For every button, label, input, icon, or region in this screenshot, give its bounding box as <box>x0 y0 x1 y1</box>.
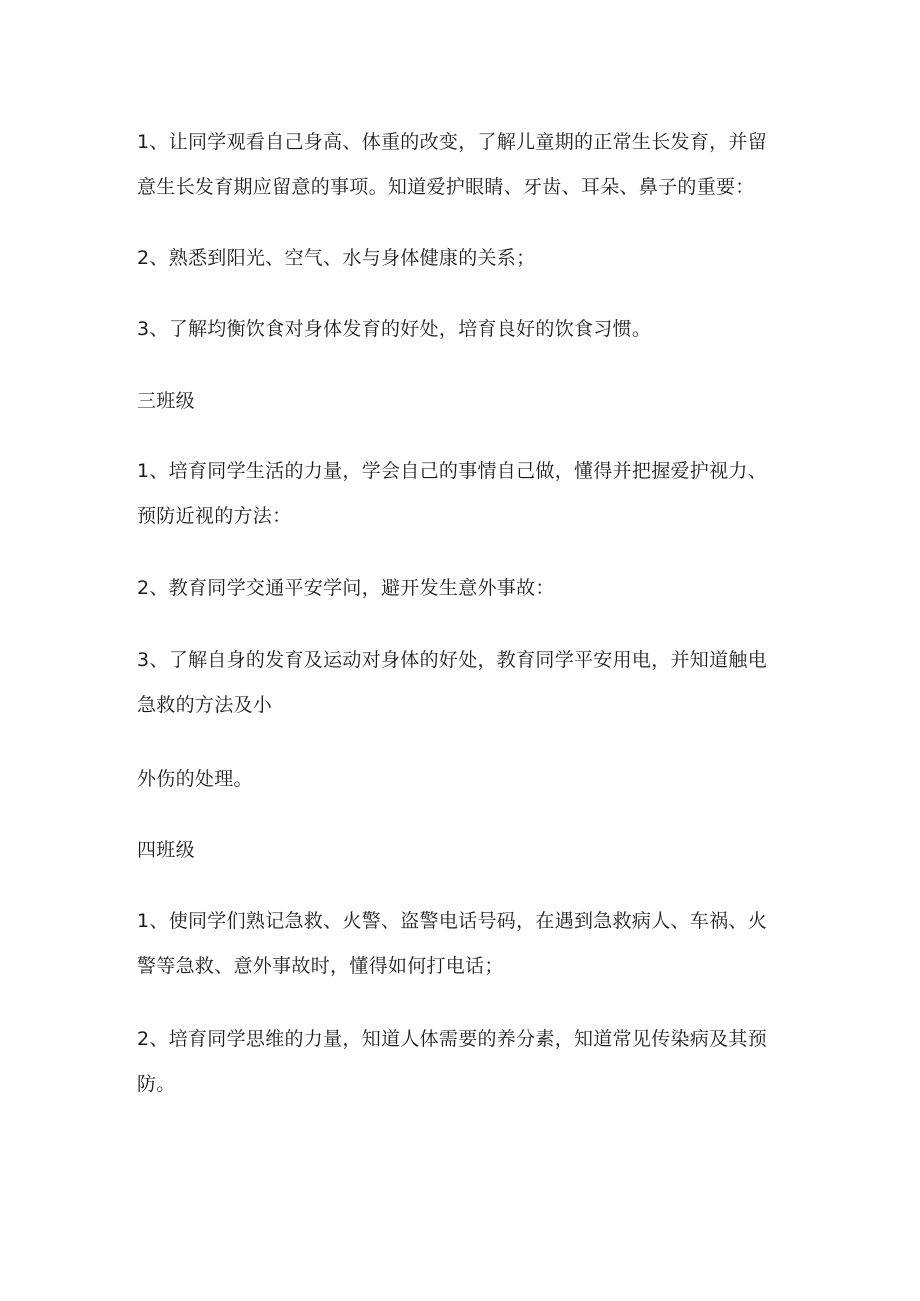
text-line: 3、了解自身的发育及运动对身体的好处，教育同学平安用电，并知道触电 <box>137 649 767 671</box>
text-line: 1、让同学观看自己身高、体重的改变，了解儿童期的正常生长发育，并留 <box>137 131 767 153</box>
paragraph-grade2-item2 <box>137 236 787 281</box>
paragraph-grade4-item1 <box>137 899 787 989</box>
section-heading: 四班级 <box>137 839 195 861</box>
heading-grade3 <box>137 379 787 424</box>
text-line: 意生长发育期应留意的事项。知道爱护眼睛、牙齿、耳朵、鼻子的重要： <box>137 176 755 198</box>
text-line: 1、培育同学生活的力量，学会自己的事情自己做，懂得并把握爱护视力、 <box>137 460 767 482</box>
text-line: 警等急救、意外事故时，懂得如何打电话； <box>137 955 504 977</box>
text-line: 3、了解均衡饮食对身体发育的好处，培育良好的饮食习惯。 <box>137 318 652 340</box>
section-heading: 三班级 <box>137 390 195 412</box>
text-line: 预防近视的方法： <box>137 505 292 527</box>
text-line: 防。 <box>137 1073 176 1095</box>
paragraph-grade3-item2 <box>137 566 787 611</box>
paragraph-grade3-item1 <box>137 449 787 539</box>
paragraph-grade4-item2 <box>137 1017 787 1107</box>
text-line: 2、教育同学交通平安学问，避开发生意外事故： <box>137 577 555 599</box>
paragraph-grade3-item3-continued <box>137 757 787 802</box>
paragraph-grade3-item3 <box>137 638 787 728</box>
paragraph-grade2-item1 <box>137 120 787 210</box>
text-line: 外伤的处理。 <box>137 768 253 790</box>
paragraph-grade2-item3 <box>137 307 787 352</box>
text-line: 急救的方法及小 <box>137 694 273 716</box>
text-line: 2、培育同学思维的力量，知道人体需要的养分素，知道常见传染病及其预 <box>137 1028 767 1050</box>
text-line: 2、熟悉到阳光、空气、水与身体健康的关系； <box>137 247 536 269</box>
text-line: 1、使同学们熟记急救、火警、盗警电话号码，在遇到急救病人、车祸、火 <box>137 910 767 932</box>
heading-grade4 <box>137 828 787 873</box>
